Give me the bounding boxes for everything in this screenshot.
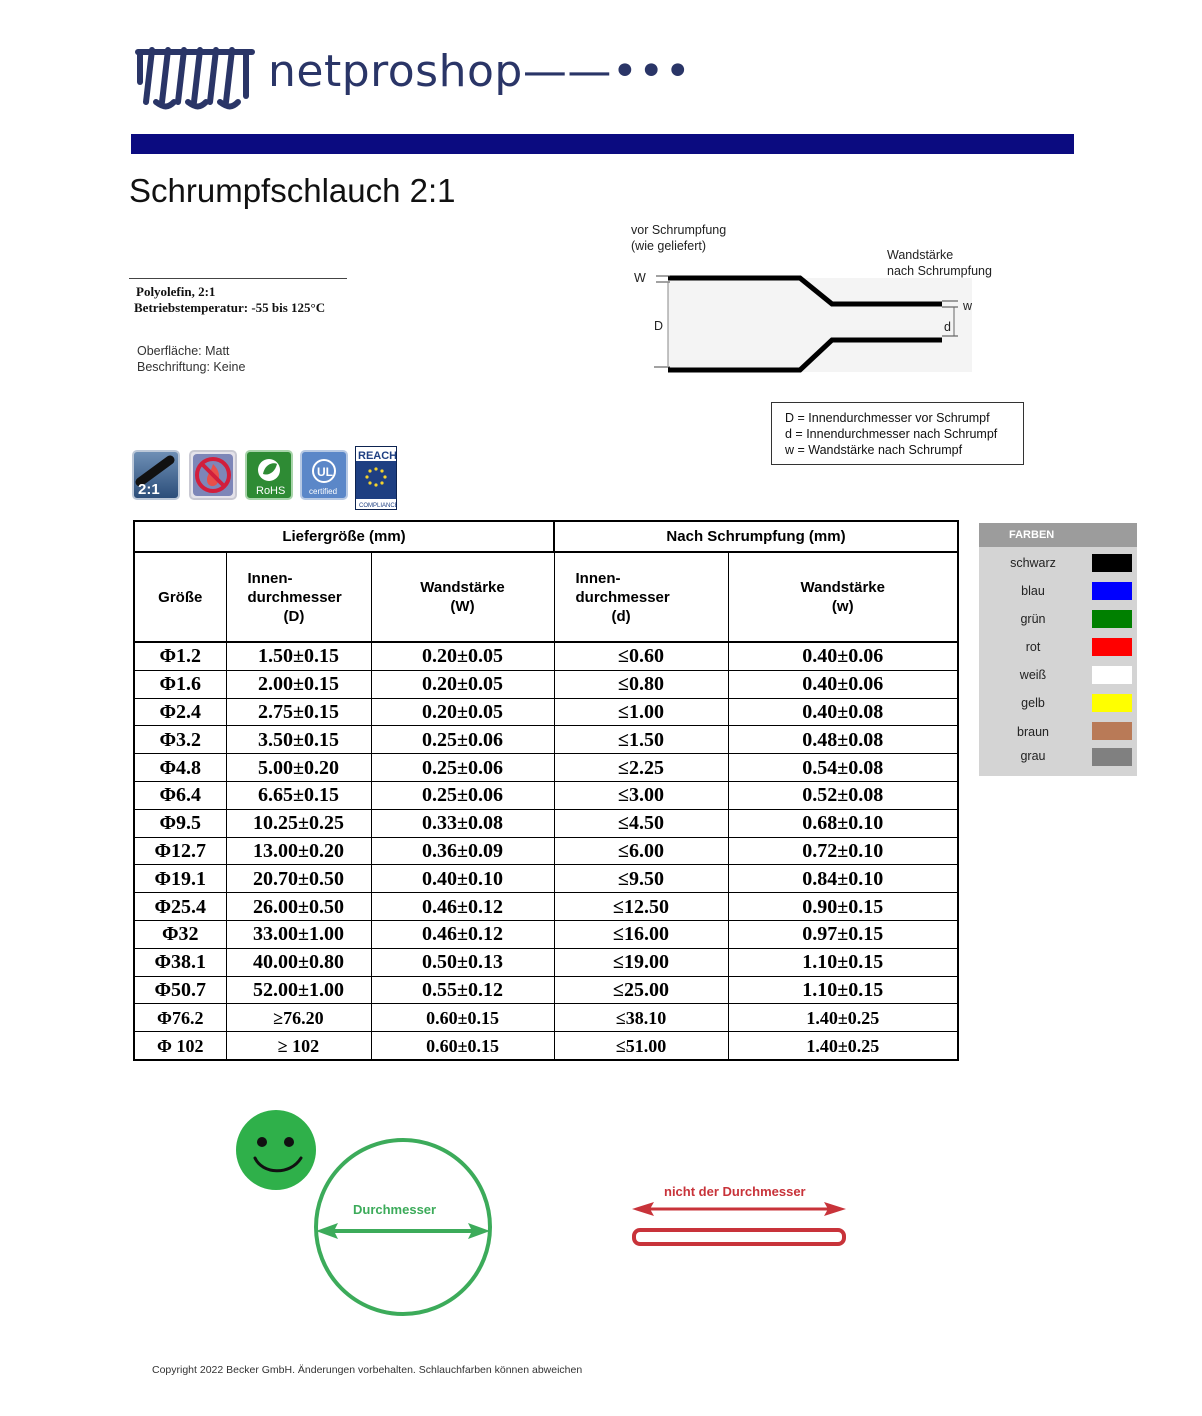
flat-tube [632,1184,846,1244]
table-row: Φ1.2 1.50±0.15 0.20±0.05 ≤0.60 0.40±0.06 [134,642,958,670]
rohs-label: RoHS [256,485,286,497]
spec-divider [129,278,347,279]
diameter-illustration [200,1100,900,1330]
table-row: Φ2.4 2.75±0.15 0.20±0.05 ≤1.00 0.40±0.08 [134,698,958,726]
legend-item: w = Wandstärke nach Schrumpf [785,443,963,457]
table-row: Φ19.1 20.70±0.50 0.40±0.10 ≤9.50 0.84±0.10 [134,865,958,893]
color-swatch-blue[interactable] [1092,582,1132,600]
table-row: Φ25.4 26.00±0.50 0.46±0.12 ≤12.50 0.90±0.15 [134,893,958,921]
diameter-label: Durchmesser [353,1202,437,1217]
col-header-inner-d: Innen- durchmesser (d) [554,552,728,642]
smiley-icon [236,1110,316,1190]
table-row: Φ 102 ≥ 102 0.60±0.15 ≤51.00 1.40±0.25 [134,1032,958,1060]
colors-panel-title: FARBEN [979,523,1137,547]
col-header-size: Größe [134,552,226,642]
diagram-legend [771,402,1024,465]
table-row: Φ9.5 10.25±0.25 0.33±0.08 ≤4.50 0.68±0.10 [134,809,958,837]
col-header-wall-w: Wandstärke (w) [728,552,958,642]
color-name: grün [1020,612,1046,626]
page-title: Schrumpfschlauch 2:1 [129,172,456,209]
svg-text:UL: UL [317,465,333,479]
spec-marking: Beschriftung: Keine [137,360,246,374]
group-header-shrunk: Nach Schrumpfung (mm) [554,521,958,552]
reach-label: REACH [358,450,396,462]
color-swatch-green[interactable] [1092,610,1132,628]
spec-surface: Oberfläche: Matt [137,344,230,358]
not-diameter-label: nicht der Durchmesser [664,1184,806,1199]
color-swatch-black[interactable] [1092,554,1132,572]
color-name: grau [1020,749,1046,763]
ratio-label: 2:1 [138,481,160,498]
table-row: Φ6.4 6.65±0.15 0.25±0.06 ≤3.00 0.52±0.08 [134,781,958,809]
color-name: blau [1021,584,1045,598]
no-halogen-icon [189,450,237,500]
spec-material: Polyolefin, 2:1 [136,284,216,299]
diagram-W: W [634,271,646,285]
color-name: rot [1025,640,1041,654]
diagram-label-before: vor Schrumpfung (wie geliefert) [631,223,727,253]
col-header-wall-W: Wandstärke (W) [371,552,554,642]
diagram-label-after: Wandstärke nach Schrumpfung [887,248,992,278]
table-row: Φ50.7 52.00±1.00 0.55±0.12 ≤25.00 1.10±0.15 [134,976,958,1004]
legend-item: d = Innendurchmesser nach Schrumpf [785,427,998,441]
shrink-tube-diagram [620,260,1000,390]
color-name: braun [1017,725,1049,739]
table-row: Φ76.2 ≥76.20 0.60±0.15 ≤38.10 1.40±0.25 [134,1004,958,1032]
color-name: schwarz [1010,556,1056,570]
diameter-circle [316,1140,490,1314]
color-swatch-yellow[interactable] [1092,694,1132,712]
spec-temperature: Betriebstemperatur: -55 bis 125°C [134,300,326,315]
reach-compliance-icon [355,446,397,510]
header-bar [131,134,1074,154]
table-row: Φ4.8 5.00±0.20 0.25±0.06 ≤2.25 0.54±0.08 [134,754,958,782]
brand-suffix: ——••• [522,46,692,97]
legend-item: D = Innendurchmesser vor Schrumpf [785,411,990,425]
table-row: Φ3.2 3.50±0.15 0.25±0.06 ≤1.50 0.48±0.08 [134,726,958,754]
ul-label: certified [309,487,338,496]
col-header-inner-D: Innen- durchmesser (D) [226,552,371,642]
table-row: Φ32 33.00±1.00 0.46±0.12 ≤16.00 0.97±0.15 [134,920,958,948]
svg-text:COMPLIANCE: COMPLIANCE [359,503,396,509]
table-row: Φ38.1 40.00±0.80 0.50±0.13 ≤19.00 1.10±0.15 [134,948,958,976]
diagram-w: w [963,299,973,313]
brand-name: netproshop——••• [268,46,692,97]
diagram-D: D [654,319,664,333]
color-name: weiß [1019,668,1047,682]
rohs-icon [245,450,293,500]
color-swatch-red[interactable] [1092,638,1132,656]
color-swatch-brown[interactable] [1092,722,1132,740]
color-name: gelb [1021,696,1045,710]
color-swatch-white[interactable] [1092,666,1132,684]
diagram-d: d [944,320,951,334]
color-swatch-grey[interactable] [1092,748,1132,766]
ratio-2-1-icon [132,450,180,500]
copyright: Copyright 2022 Becker GmbH. Änderungen vorbehalten. Schlauchfarben können abweichen [152,1364,583,1376]
group-header-supplied: Liefergröße (mm) [134,521,554,552]
table-row: Φ12.7 13.00±0.20 0.36±0.09 ≤6.00 0.72±0.10 [134,837,958,865]
size-table [133,520,959,1061]
ul-certified-icon [300,450,348,500]
table-row: Φ1.6 2.00±0.15 0.20±0.05 ≤0.80 0.40±0.06 [134,670,958,698]
